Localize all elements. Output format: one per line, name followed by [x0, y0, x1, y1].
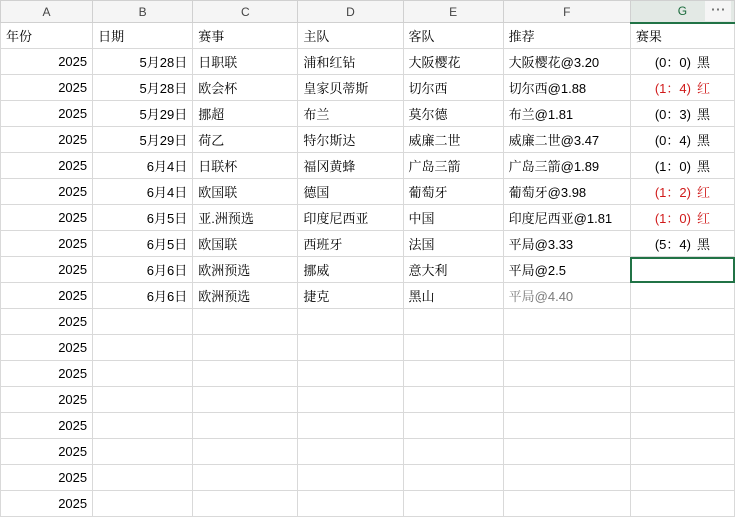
- cell-date[interactable]: 6月5日: [93, 231, 193, 257]
- cell-year[interactable]: 2025: [1, 231, 93, 257]
- cell-year[interactable]: 2025: [1, 387, 93, 413]
- cell-league[interactable]: [193, 387, 298, 413]
- cell-league[interactable]: [193, 439, 298, 465]
- cell-result[interactable]: [630, 75, 734, 101]
- cell-date[interactable]: [93, 387, 193, 413]
- cell-result[interactable]: [630, 101, 734, 127]
- cell-date[interactable]: 6月6日: [93, 283, 193, 309]
- cell-year[interactable]: 2025: [1, 283, 93, 309]
- cell-year[interactable]: 2025: [1, 309, 93, 335]
- cell-tip[interactable]: 平局@4.40: [503, 283, 630, 309]
- cell-tip[interactable]: [503, 491, 630, 517]
- cell-tip[interactable]: 平局@2.5: [503, 257, 630, 283]
- cell-league[interactable]: 荷乙: [193, 127, 298, 153]
- cell-league[interactable]: 欧国联: [193, 179, 298, 205]
- cell-date[interactable]: 5月28日: [93, 49, 193, 75]
- cell-home[interactable]: [298, 335, 403, 361]
- header-cell-result[interactable]: 赛果: [630, 23, 734, 49]
- cell-league[interactable]: 欧国联: [193, 231, 298, 257]
- cell-home[interactable]: [298, 309, 403, 335]
- cell-date[interactable]: 6月5日: [93, 205, 193, 231]
- table-header-row: [1, 23, 735, 49]
- table-row: [1, 361, 735, 387]
- cell-result[interactable]: [630, 465, 734, 491]
- table-row: [1, 75, 735, 101]
- cell-result[interactable]: [630, 49, 734, 75]
- cell-result-selected[interactable]: [630, 257, 734, 283]
- header-cell-tip[interactable]: 推荐: [503, 23, 630, 49]
- cell-home[interactable]: [298, 491, 403, 517]
- cell-league[interactable]: 日联杯: [193, 153, 298, 179]
- cell-tip[interactable]: 切尔西@1.88: [503, 75, 630, 101]
- result-score: (1：4): [654, 81, 691, 96]
- table-row: [1, 283, 735, 309]
- cell-year[interactable]: 2025: [1, 101, 93, 127]
- cell-result[interactable]: [630, 283, 734, 309]
- cell-league[interactable]: 亚.洲预选: [193, 205, 298, 231]
- result-tag: 黑: [696, 133, 710, 148]
- cell-league[interactable]: [193, 491, 298, 517]
- cell-league[interactable]: [193, 309, 298, 335]
- cell-year[interactable]: 2025: [1, 49, 93, 75]
- cell-away[interactable]: [403, 361, 503, 387]
- cell-league[interactable]: [193, 361, 298, 387]
- cell-result[interactable]: [630, 179, 734, 205]
- cell-year[interactable]: 2025: [1, 257, 93, 283]
- cell-away[interactable]: [403, 309, 503, 335]
- cell-home[interactable]: [298, 465, 403, 491]
- cell-date[interactable]: [93, 465, 193, 491]
- column-header-b[interactable]: B: [93, 1, 193, 23]
- cell-year[interactable]: 2025: [1, 205, 93, 231]
- table-row: [1, 49, 735, 75]
- table-row: [1, 231, 735, 257]
- cell-date[interactable]: [93, 491, 193, 517]
- cell-away[interactable]: [403, 465, 503, 491]
- cell-date[interactable]: 5月29日: [93, 101, 193, 127]
- cell-away[interactable]: 黑山: [403, 283, 503, 309]
- table-row: [1, 387, 735, 413]
- cell-result[interactable]: [630, 153, 734, 179]
- cell-league[interactable]: 日职联: [193, 49, 298, 75]
- cell-home[interactable]: 特尔斯达: [298, 127, 403, 153]
- cell-home[interactable]: [298, 361, 403, 387]
- cell-year[interactable]: 2025: [1, 127, 93, 153]
- cell-date[interactable]: 6月4日: [93, 179, 193, 205]
- cell-home[interactable]: 西班牙: [298, 231, 403, 257]
- cell-tip[interactable]: 大阪樱花@3.20: [503, 49, 630, 75]
- cell-tip[interactable]: [503, 465, 630, 491]
- cell-year[interactable]: 2025: [1, 413, 93, 439]
- cell-date[interactable]: [93, 361, 193, 387]
- result-score: (1：2): [654, 185, 691, 200]
- cell-away[interactable]: 葡萄牙: [403, 179, 503, 205]
- cell-year[interactable]: 2025: [1, 361, 93, 387]
- cell-tip[interactable]: [503, 361, 630, 387]
- column-header-c[interactable]: C: [193, 1, 298, 23]
- cell-home[interactable]: 福冈黄蜂: [298, 153, 403, 179]
- cell-result[interactable]: [630, 491, 734, 517]
- cell-date[interactable]: 6月6日: [93, 257, 193, 283]
- cell-away[interactable]: 大阪樱花: [403, 49, 503, 75]
- table-row: [1, 309, 735, 335]
- result-score: (0：3): [654, 107, 691, 122]
- cell-tip[interactable]: 布兰@1.81: [503, 101, 630, 127]
- cell-away[interactable]: [403, 413, 503, 439]
- cell-tip[interactable]: 广岛三箭@1.89: [503, 153, 630, 179]
- cell-result[interactable]: [630, 387, 734, 413]
- cell-year[interactable]: 2025: [1, 465, 93, 491]
- cell-year[interactable]: 2025: [1, 75, 93, 101]
- cell-league[interactable]: [193, 413, 298, 439]
- cell-home[interactable]: [298, 387, 403, 413]
- cell-tip[interactable]: 威廉二世@3.47: [503, 127, 630, 153]
- cell-date[interactable]: [93, 439, 193, 465]
- column-header-g[interactable]: G: [630, 1, 734, 23]
- cell-home[interactable]: 德国: [298, 179, 403, 205]
- cell-away[interactable]: 威廉二世: [403, 127, 503, 153]
- cell-year[interactable]: 2025: [1, 179, 93, 205]
- table-row: [1, 413, 735, 439]
- table-row: [1, 179, 735, 205]
- table-row: [1, 491, 735, 517]
- cell-home[interactable]: [298, 439, 403, 465]
- table-row: [1, 257, 735, 283]
- result-tag: 黑: [696, 55, 710, 70]
- cell-date[interactable]: 5月29日: [93, 127, 193, 153]
- cell-league[interactable]: 欧洲预选: [193, 283, 298, 309]
- cell-tip[interactable]: [503, 387, 630, 413]
- cell-league[interactable]: 欧会杯: [193, 75, 298, 101]
- cell-tip[interactable]: [503, 309, 630, 335]
- cell-league[interactable]: 欧洲预选: [193, 257, 298, 283]
- result-tag: 黑: [696, 159, 710, 174]
- cell-home[interactable]: 印度尼西亚: [298, 205, 403, 231]
- cell-away[interactable]: [403, 387, 503, 413]
- cell-home[interactable]: 捷克: [298, 283, 403, 309]
- more-options-icon[interactable]: ⋯: [705, 1, 731, 21]
- result-score: (0：4): [654, 133, 691, 148]
- cell-tip[interactable]: 平局@3.33: [503, 231, 630, 257]
- column-header-f[interactable]: F: [503, 1, 630, 23]
- result-score: (5：4): [654, 237, 691, 252]
- cell-result[interactable]: [630, 309, 734, 335]
- header-cell-home[interactable]: 主队: [298, 23, 403, 49]
- cell-away[interactable]: 意大利: [403, 257, 503, 283]
- result-tag: 红: [696, 81, 710, 96]
- cell-tip[interactable]: 葡萄牙@3.98: [503, 179, 630, 205]
- cell-date[interactable]: 6月4日: [93, 153, 193, 179]
- result-tag: 黑: [696, 107, 710, 122]
- column-header-row: [1, 1, 735, 23]
- cell-tip[interactable]: [503, 413, 630, 439]
- cell-away[interactable]: 中国: [403, 205, 503, 231]
- cell-result[interactable]: [630, 205, 734, 231]
- cell-home[interactable]: 浦和红钻: [298, 49, 403, 75]
- cell-result[interactable]: [630, 127, 734, 153]
- column-header-d[interactable]: D: [298, 1, 403, 23]
- cell-league[interactable]: 挪超: [193, 101, 298, 127]
- cell-tip[interactable]: [503, 439, 630, 465]
- header-cell-league[interactable]: 赛事: [193, 23, 298, 49]
- cell-away[interactable]: 法国: [403, 231, 503, 257]
- cell-date[interactable]: 5月28日: [93, 75, 193, 101]
- header-cell-away[interactable]: 客队: [403, 23, 503, 49]
- cell-date[interactable]: [93, 309, 193, 335]
- cell-home[interactable]: 皇家贝蒂斯: [298, 75, 403, 101]
- table-row: [1, 153, 735, 179]
- table-row: [1, 101, 735, 127]
- table-row: [1, 335, 735, 361]
- cell-tip[interactable]: 印度尼西亚@1.81: [503, 205, 630, 231]
- cell-league[interactable]: [193, 335, 298, 361]
- cell-home[interactable]: 布兰: [298, 101, 403, 127]
- cell-home[interactable]: 挪威: [298, 257, 403, 283]
- cell-result[interactable]: [630, 335, 734, 361]
- result-tag: 黑: [696, 237, 710, 252]
- header-cell-year[interactable]: 年份: [1, 23, 93, 49]
- cell-year[interactable]: 2025: [1, 439, 93, 465]
- cell-away[interactable]: 切尔西: [403, 75, 503, 101]
- cell-result[interactable]: [630, 231, 734, 257]
- result-tag: 红: [696, 211, 710, 226]
- table-row: [1, 205, 735, 231]
- cell-year[interactable]: 2025: [1, 491, 93, 517]
- cell-tip[interactable]: [503, 335, 630, 361]
- cell-away[interactable]: [403, 335, 503, 361]
- cell-result[interactable]: [630, 361, 734, 387]
- cell-result[interactable]: [630, 413, 734, 439]
- cell-away[interactable]: 广岛三箭: [403, 153, 503, 179]
- result-score: (0：0): [654, 55, 691, 70]
- cell-result[interactable]: [630, 439, 734, 465]
- column-header-e[interactable]: E: [403, 1, 503, 23]
- result-score: (1：0): [654, 211, 691, 226]
- cell-away[interactable]: 莫尔德: [403, 101, 503, 127]
- table-row: [1, 127, 735, 153]
- cell-date[interactable]: [93, 335, 193, 361]
- table-row: [1, 465, 735, 491]
- cell-date[interactable]: [93, 413, 193, 439]
- cell-away[interactable]: [403, 439, 503, 465]
- cell-home[interactable]: [298, 413, 403, 439]
- header-cell-date[interactable]: 日期: [93, 23, 193, 49]
- table-row: [1, 439, 735, 465]
- cell-year[interactable]: 2025: [1, 335, 93, 361]
- column-header-a[interactable]: A: [1, 1, 93, 23]
- result-tag: 红: [696, 185, 710, 200]
- result-score: (1：0): [654, 159, 691, 174]
- cell-league[interactable]: [193, 465, 298, 491]
- cell-year[interactable]: 2025: [1, 153, 93, 179]
- cell-away[interactable]: [403, 491, 503, 517]
